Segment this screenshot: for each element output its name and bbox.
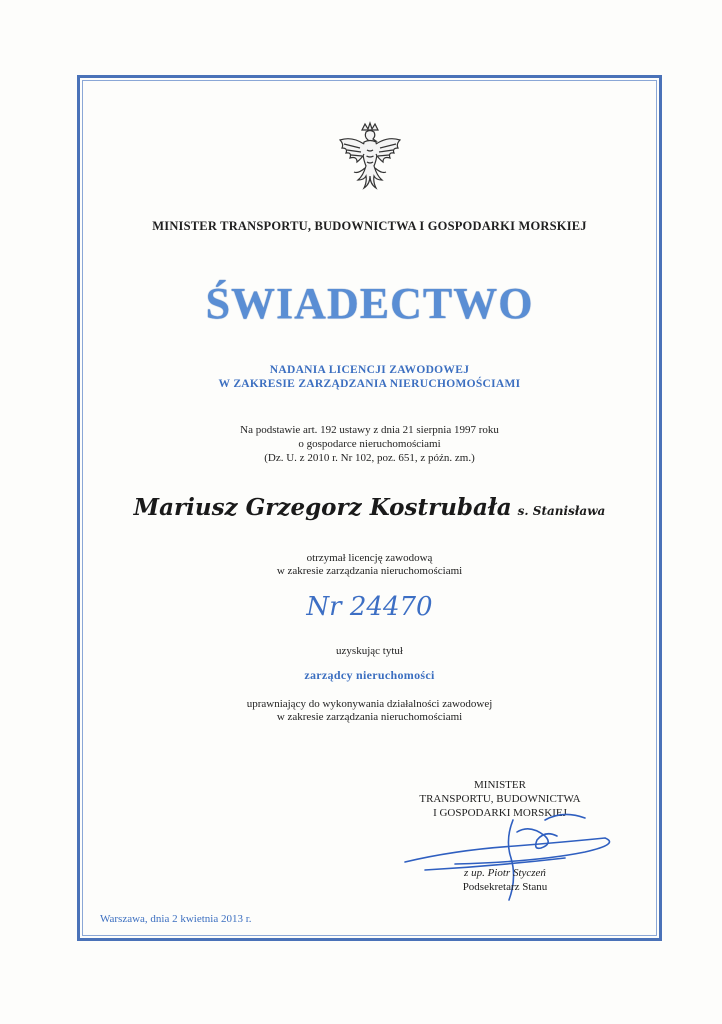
signer-name: z up. Piotr Styczeń bbox=[464, 867, 546, 879]
signature-block-line: MINISTER bbox=[474, 779, 526, 791]
place-and-date: Warszawa, dnia 2 kwietnia 2013 r. bbox=[100, 913, 252, 925]
professional-title: zarządcy nieruchomości bbox=[304, 668, 435, 682]
legal-basis-line: o gospodarce nieruchomościami bbox=[298, 438, 441, 450]
minister-signature-block bbox=[400, 778, 600, 820]
legal-basis-line: Na podstawie art. 192 ustawy z dnia 21 sierpnia 1997 roku bbox=[240, 424, 499, 436]
legal-basis bbox=[82, 423, 657, 465]
holder-parent-name: s. Stanisława bbox=[517, 504, 606, 518]
subtitle-line: W ZAKRESIE ZARZĄDZANIA NIERUCHOMOŚCIAMI bbox=[218, 378, 521, 390]
document-subtitle bbox=[82, 363, 657, 391]
holder-name: Mariusz Grzegorz Kostrubała bbox=[133, 494, 512, 521]
license-received-text bbox=[82, 552, 657, 578]
received-line: otrzymał licencję zawodową bbox=[306, 552, 433, 564]
gaining-title-text: uzyskując tytuł bbox=[336, 645, 403, 657]
legal-basis-line: (Dz. U. z 2010 r. Nr 102, poz. 651, z późn. zm.) bbox=[264, 452, 475, 464]
entitling-line: w zakresie zarządzania nieruchomościami bbox=[276, 711, 463, 723]
received-line: w zakresie zarządzania nieruchomościami bbox=[276, 565, 463, 577]
license-holder bbox=[82, 494, 657, 521]
signer-position: Podsekretarz Stanu bbox=[462, 881, 548, 893]
issuing-authority: MINISTER TRANSPORTU, BUDOWNICTWA I GOSPODARKI MORSKIEJ bbox=[152, 219, 587, 233]
signature-block-line: TRANSPORTU, BUDOWNICTWA bbox=[419, 793, 581, 805]
subtitle-line: NADANIA LICENCJI ZAWODOWEJ bbox=[269, 364, 470, 376]
license-number: Nr 24470 bbox=[306, 592, 433, 622]
entitling-text bbox=[82, 698, 657, 724]
polish-eagle-emblem-icon bbox=[330, 120, 410, 200]
signature-block-line: I GOSPODARKI MORSKIEJ bbox=[433, 807, 567, 819]
document-title: ŚWIADECTWO bbox=[205, 279, 534, 328]
signer bbox=[430, 866, 580, 894]
entitling-line: uprawniający do wykonywania działalności zawodowej bbox=[246, 698, 493, 710]
